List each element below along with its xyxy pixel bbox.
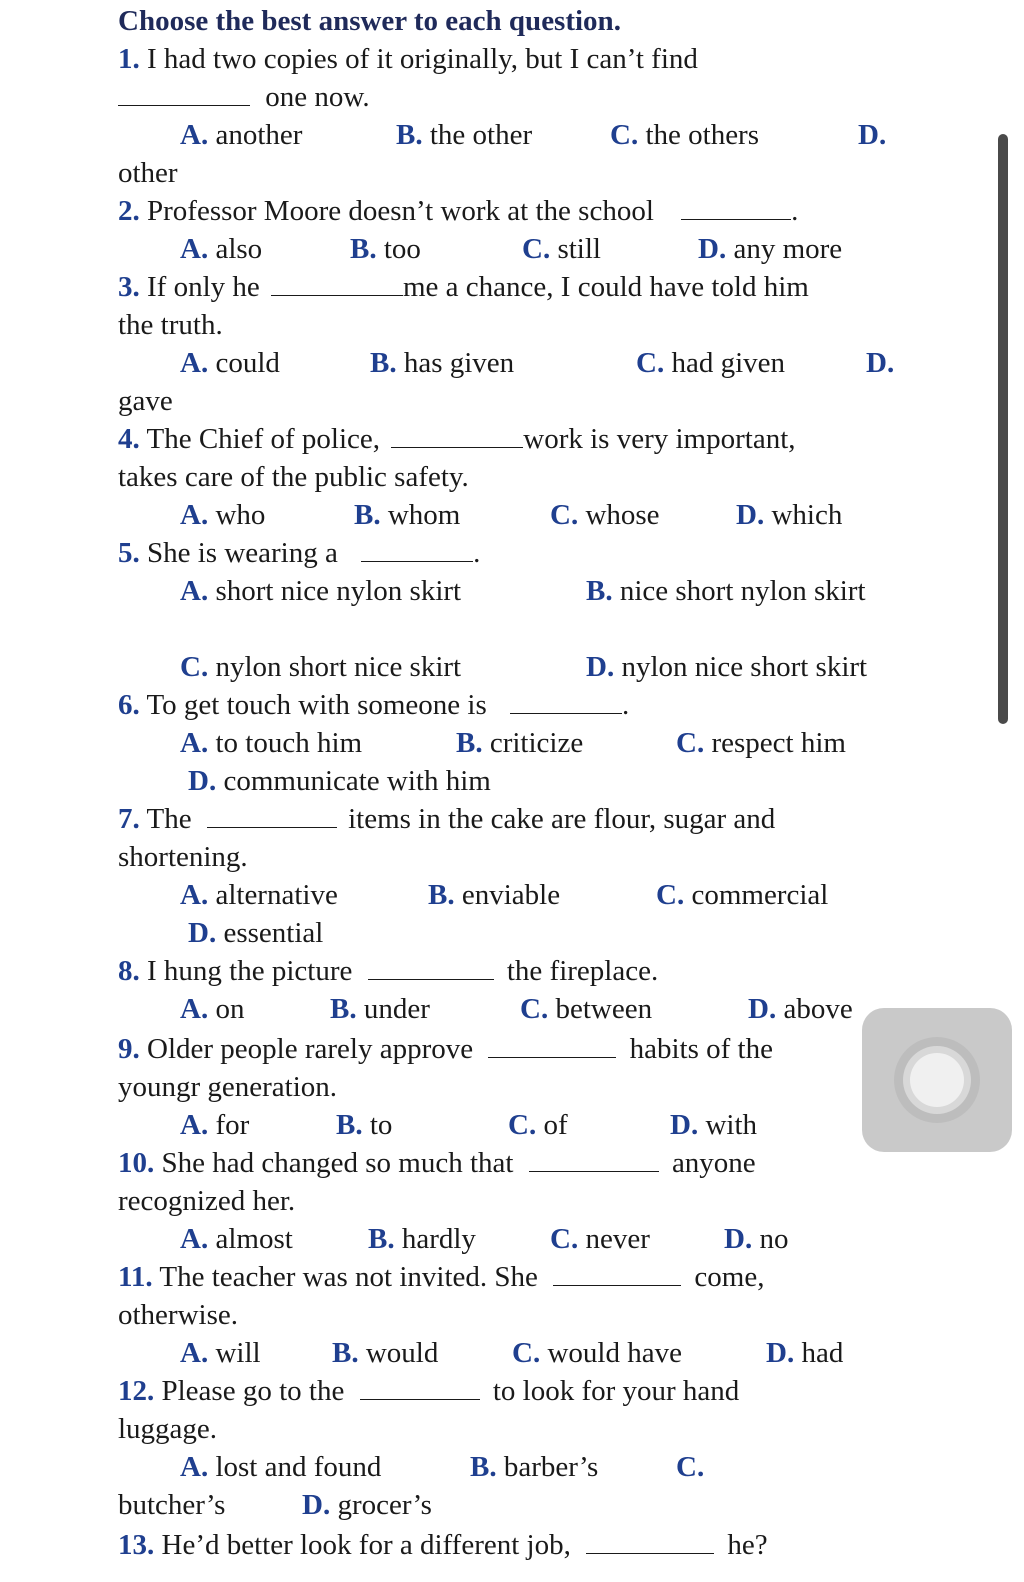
- question-9: 9. Older people rarely approve habits of the: [118, 1033, 773, 1065]
- option-d[interactable]: D. grocer’s: [302, 1489, 432, 1521]
- option-c[interactable]: C. nylon short nice skirt: [180, 651, 462, 683]
- option-a[interactable]: A. alternative: [180, 879, 338, 911]
- option-c[interactable]: C. respect him: [676, 727, 846, 759]
- option-b[interactable]: B. barber’s: [470, 1451, 599, 1483]
- option-d[interactable]: D.: [858, 119, 887, 151]
- question-text-line2: the truth.: [118, 309, 223, 341]
- option-a[interactable]: A. another: [180, 119, 303, 151]
- question-5: 5. She is wearing a .: [118, 537, 481, 569]
- question-6: 6. To get touch with someone is .: [118, 689, 630, 721]
- option-c[interactable]: C. would have: [512, 1337, 682, 1369]
- option-a[interactable]: A. who: [180, 499, 266, 531]
- question-number: 1.: [118, 43, 140, 75]
- option-a[interactable]: A. short nice nylon skirt: [180, 575, 462, 607]
- option-a[interactable]: A. lost and found: [180, 1451, 382, 1483]
- option-b[interactable]: B. nice short nylon skirt: [586, 575, 866, 607]
- answer-blank: [529, 1145, 659, 1172]
- answer-blank: [553, 1259, 681, 1286]
- option-d[interactable]: D. with: [670, 1109, 758, 1141]
- option-d-text[interactable]: gave: [118, 385, 173, 417]
- answer-blank: [488, 1031, 616, 1058]
- option-a[interactable]: A. almost: [180, 1223, 293, 1255]
- option-d[interactable]: D. no: [724, 1223, 789, 1255]
- float-button-center: [910, 1053, 964, 1107]
- answer-blank: [391, 421, 523, 448]
- option-a[interactable]: A. could: [180, 347, 280, 379]
- question-1-line2: [118, 78, 370, 116]
- option-d[interactable]: D. communicate with him: [188, 765, 491, 797]
- answer-blank: [586, 1527, 714, 1554]
- question-11: 11. The teacher was not invited. She come,: [118, 1261, 765, 1293]
- answer-blank: [118, 79, 250, 106]
- option-d-text[interactable]: other: [118, 157, 178, 189]
- option-a[interactable]: A. will: [180, 1337, 261, 1369]
- floating-assistive-button[interactable]: [862, 1008, 1012, 1152]
- option-a[interactable]: A. to touch him: [180, 727, 363, 759]
- scrollbar[interactable]: [998, 134, 1008, 724]
- option-b[interactable]: B. has given: [370, 347, 515, 379]
- question-text: I had two copies of it originally, but I can’t find: [147, 43, 698, 75]
- answer-blank: [510, 687, 622, 714]
- question-7: 7. The items in the cake are flour, sugar and: [118, 803, 776, 835]
- answer-blank: [207, 801, 337, 828]
- option-c[interactable]: C. between: [520, 993, 653, 1025]
- option-d[interactable]: D. which: [736, 499, 843, 531]
- option-c[interactable]: C.: [676, 1451, 705, 1483]
- question-text-line2: otherwise.: [118, 1299, 238, 1331]
- option-b[interactable]: B. enviable: [428, 879, 561, 911]
- question-text-line2: luggage.: [118, 1413, 218, 1445]
- question-2: 2. Professor Moore doesn’t work at the school .: [118, 195, 799, 227]
- option-d[interactable]: D. essential: [188, 917, 324, 949]
- page-title: Choose the best answer to each question.: [118, 5, 621, 37]
- question-12: 12. Please go to the to look for your hand: [118, 1375, 740, 1407]
- option-a[interactable]: A. also: [180, 233, 263, 265]
- option-c[interactable]: C. the others: [610, 119, 760, 151]
- question-text-line2: youngr generation.: [118, 1071, 338, 1103]
- option-c[interactable]: C. had given: [636, 347, 786, 379]
- answer-blank: [368, 953, 494, 980]
- option-b[interactable]: B. whom: [354, 499, 461, 531]
- option-a[interactable]: A. for: [180, 1109, 250, 1141]
- option-a[interactable]: A. on: [180, 993, 245, 1025]
- answer-blank: [360, 1373, 480, 1400]
- question-13: 13. He’d better look for a different job, he?: [118, 1529, 768, 1561]
- option-c[interactable]: C. whose: [550, 499, 660, 531]
- answer-blank: [681, 193, 791, 220]
- question-text: one now.: [265, 81, 370, 113]
- option-b[interactable]: B. too: [350, 233, 421, 265]
- option-b[interactable]: B. under: [330, 993, 430, 1025]
- question-3: 3. If only he me a chance, I could have told him: [118, 271, 809, 303]
- question-text-line2: recognized her.: [118, 1185, 296, 1217]
- option-b[interactable]: B. to: [336, 1109, 393, 1141]
- question-text-line2: takes care of the public safety.: [118, 461, 469, 493]
- question-1: [118, 40, 698, 78]
- option-c[interactable]: C. still: [522, 233, 601, 265]
- option-d[interactable]: D. nylon nice short skirt: [586, 651, 868, 683]
- answer-blank: [271, 269, 403, 296]
- option-d[interactable]: D. any more: [698, 233, 843, 265]
- question-8: 8. I hung the picture the fireplace.: [118, 955, 659, 987]
- option-b[interactable]: B. criticize: [456, 727, 584, 759]
- answer-blank: [361, 535, 473, 562]
- question-text-line2: shortening.: [118, 841, 248, 873]
- option-c[interactable]: C. of: [508, 1109, 568, 1141]
- question-10: 10. She had changed so much that anyone: [118, 1147, 756, 1179]
- option-b[interactable]: B. hardly: [368, 1223, 476, 1255]
- option-c-text[interactable]: butcher’s: [118, 1489, 226, 1521]
- option-d[interactable]: D. above: [748, 993, 853, 1025]
- option-c[interactable]: C. never: [550, 1223, 650, 1255]
- option-b[interactable]: B. the other: [396, 119, 533, 151]
- option-c[interactable]: C. commercial: [656, 879, 829, 911]
- option-b[interactable]: B. would: [332, 1337, 439, 1369]
- option-d[interactable]: D. had: [766, 1337, 844, 1369]
- option-d[interactable]: D.: [866, 347, 895, 379]
- question-4: 4. The Chief of police, work is very important,: [118, 423, 796, 455]
